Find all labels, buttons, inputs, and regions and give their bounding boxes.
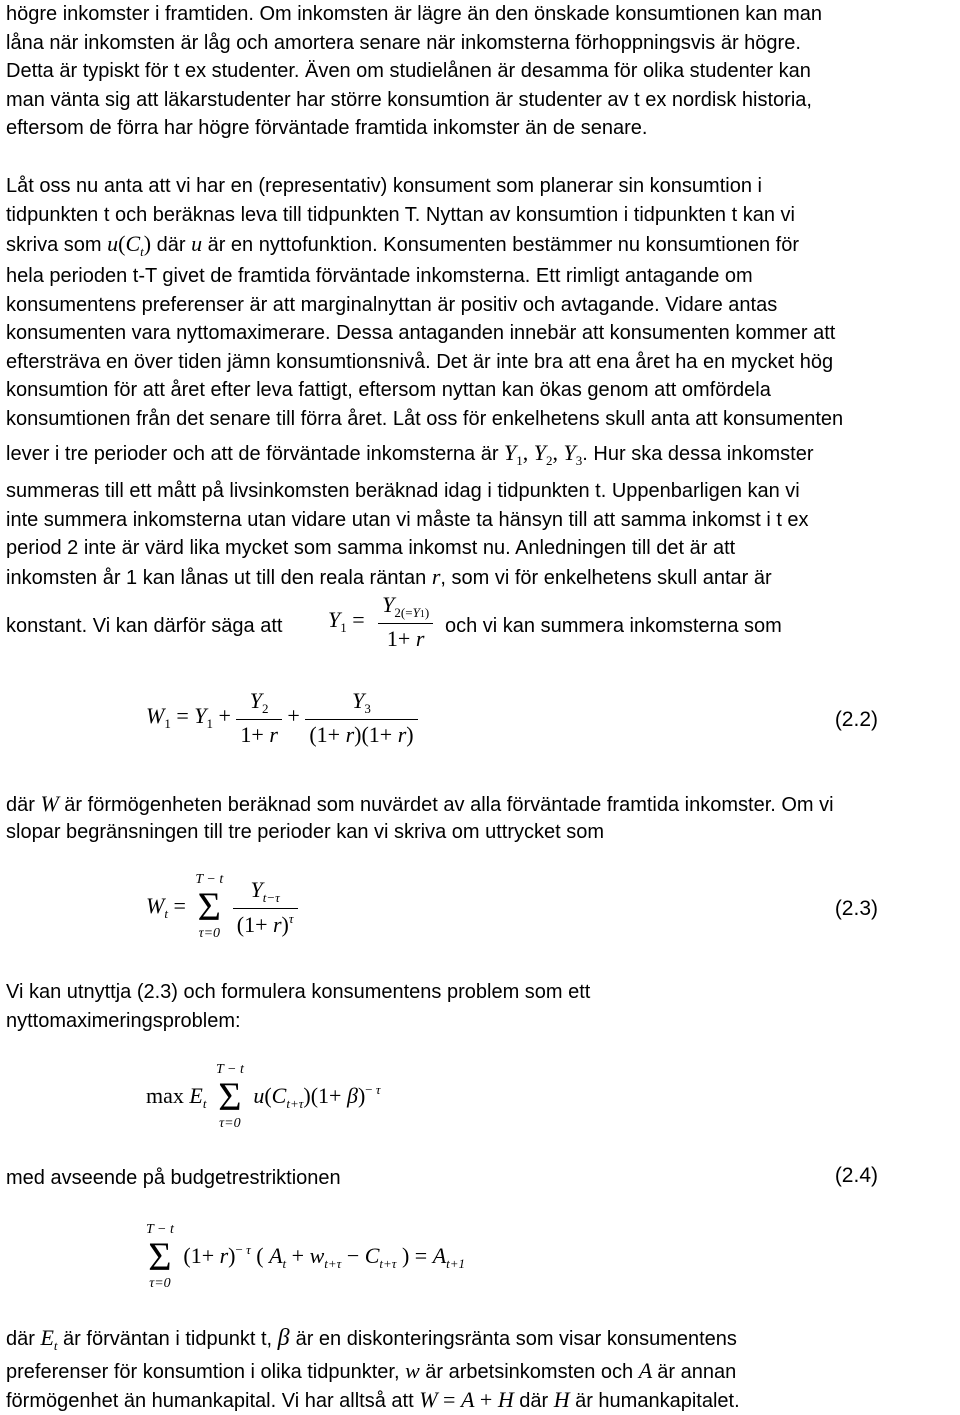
- text-line: period 2 inte är värd lika mycket som samma inkomst nu. Anledningen till det är att: [6, 537, 736, 559]
- text-line-preferences: preferenser för konsumtion i olika tidpunkter, w är arbetsinkomsten och A är annan: [6, 1358, 737, 1383]
- paragraph-consumer-cont: [6, 262, 843, 433]
- paragraph-lifetime-income: [6, 477, 809, 563]
- text-line-sum-incomes: och vi kan summera inkomsterna som: [445, 615, 782, 637]
- text-line-wealth: där W är förmögenheten beräknad som nuvärdet av alla förväntade framtida inkomster. Om vi: [6, 791, 834, 816]
- text-line: Detta är typiskt för t ex studenter. Även om studielånen är desamma för olika studenter kan: [6, 60, 811, 82]
- text-line: inte summera inkomsterna utan vidare utan vi måste ta hänsyn till att samma inkomst i t ex: [6, 508, 809, 531]
- equation-number: (2.3): [834, 897, 878, 920]
- text-line: låna när inkomsten är låg och amortera senare när inkomsterna förhoppningsvis är högre.: [6, 31, 801, 54]
- text-line: Vi kan utnyttja (2.3) och formulera konsumentens problem som ett: [6, 981, 591, 1003]
- text-line: hela perioden t-T givet de framtida förväntade inkomsterna. Ett rimligt antagande om: [6, 265, 753, 287]
- text-line-expectation: där $E_t$ är förväntan i tidpunkt t, β är en diskonteringsränta som visar konsumentens: [6, 1325, 737, 1353]
- text-line: konsumtionen från det senare till förra året. Låt oss för enkelhetens skull anta att konsumenten: [6, 407, 844, 430]
- text-line-incomes: lever i tre perioder och att de förväntade inkomsterna är $Y_1$, $Y_2$, $Y_3$. Hur ska dessa inkomster: [6, 440, 814, 468]
- text-line-utility: skriva som $u(C_t)$ där u är en nyttofunktion. Konsumenten bestämmer nu konsumtionen för: [6, 231, 800, 259]
- text-line: Låt oss nu anta att vi har en (representativ) konsument som planerar sin konsumtion i: [6, 175, 762, 197]
- equation-y1: $Y_1$ = $\frac{Y_{2(=Y1)}}{1+ r}$: [328, 592, 433, 652]
- paragraph-intro: [6, 0, 822, 143]
- text-line: konsumenten vara nyttomaximerare. Dessa antaganden innebär att konsumenten kommer att: [6, 322, 836, 344]
- text-line-budget: med avseende på budgetrestriktionen: [6, 1167, 341, 1189]
- text-line-constant: konstant. Vi kan därför säga att: [6, 615, 283, 637]
- text-line: nyttomaximeringsproblem:: [6, 1009, 241, 1032]
- text-line: man vänta sig att läkarstudenter har större konsumtion är studenter av t ex nordisk historia,: [6, 88, 812, 111]
- equation-2-2: $W_1 = Y_1$ + $\frac{Y_2}{1+ r}$ + $\frac{Y_3}{(1+ r)(1+ r)}$: [146, 688, 418, 748]
- text-line: konsumentens preferenser är att marginalnyttan är positiv och avtagande. Vidare antas: [6, 293, 778, 316]
- text-line-interest: inkomsten år 1 kan lånas ut till den reala räntan r, som vi för enkelhetens skull antar är: [6, 564, 772, 589]
- equation-number: (2.2): [834, 708, 878, 731]
- equation-number: (2.4): [834, 1164, 878, 1187]
- paragraph-consumer: [6, 172, 795, 229]
- paragraph-utilize: [6, 978, 590, 1035]
- equation-2-3: $W_t$ = T − t Σ τ=0 $\frac{Y_{t-\tau}}{(1+ r)^\tau}$: [146, 872, 298, 942]
- text-line: tidpunkten t och beräknas leva till tidpunkten T. Nyttan av konsumtion i tidpunkten t kan vi: [6, 203, 795, 226]
- text-line: högre inkomster i framtiden. Om inkomsten är lägre än den önskade konsumtionen kan man: [6, 3, 822, 25]
- text-line-humancapital: förmögenhet än humankapital. Vi har alltså att W = A + H där H är humankapitalet.: [6, 1387, 740, 1412]
- text-line: summeras till ett mått på livsinkomsten beräknad idag i tidpunkten t. Uppenbarligen kan vi: [6, 480, 800, 502]
- text-line: eftersträva en över tiden jämn konsumtionsnivå. Det är inte bra att ena året ha en mycket hög: [6, 350, 834, 373]
- text-line-rewrite: slopar begränsningen till tre perioder kan vi skriva om uttrycket som: [6, 821, 605, 843]
- text-line: eftersom de förra har högre förväntade framtida inkomster än de senare.: [6, 117, 648, 139]
- equation-max: $\max E_t$ T − t Σ τ=0 $u(C_{t+\tau})(1+ \beta)^{- \tau}$: [146, 1062, 381, 1131]
- text-line: konsumtion för att året efter leva fattigt, eftersom nyttan kan ökas genom att omfördela: [6, 379, 771, 401]
- equation-2-4: T − t Σ τ=0 $(1+ r)^{- \tau}$ ( $A_t + w_{t+\tau} - C_{t+\tau}$ ) = $A_{t+1}$: [146, 1222, 466, 1291]
